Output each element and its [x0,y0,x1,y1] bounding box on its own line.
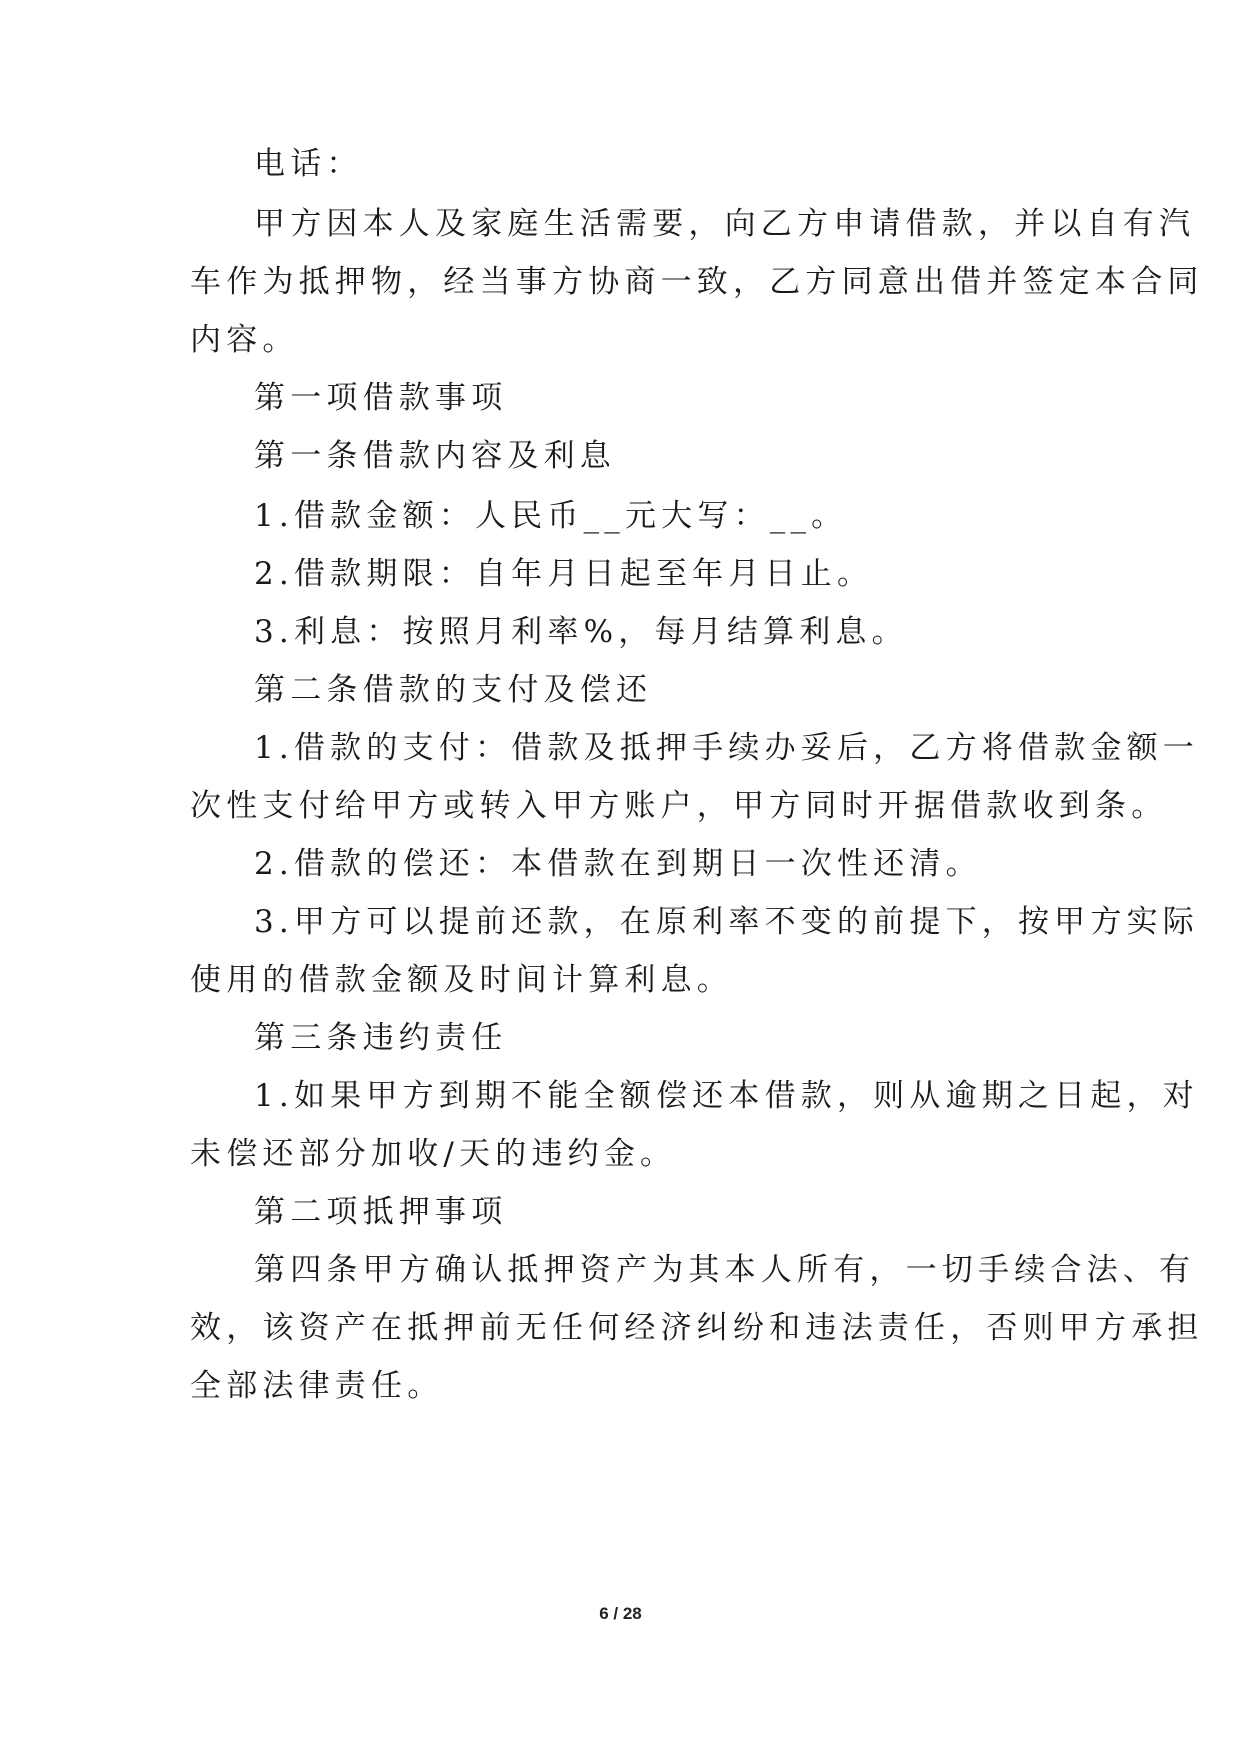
article-2-item-3-line-1: 3.甲方可以提前还款，在原利率不变的前提下，按甲方实际 [254,904,1199,940]
page-number: 6 / 28 [599,1604,642,1623]
article-3-item-1-line-2: 未偿还部分加收/天的违约金。 [190,1136,677,1172]
article-1-heading: 第一条借款内容及利息 [254,438,616,474]
article-4-line-1: 第四条甲方确认抵押资产为其本人所有，一切手续合法、有 [254,1252,1196,1288]
article-2-item-1-line-1: 1.借款的支付：借款及抵押手续办妥后，乙方将借款金额一 [254,730,1199,766]
article-1-item-1: 1.借款金额：人民币__元大写：__。 [254,498,848,534]
section-heading-mortgage: 第二项抵押事项 [254,1194,508,1230]
phone-label: 电话： [254,146,363,182]
preamble-line-2: 车作为抵押物，经当事方协商一致，乙方同意出借并签定本合同 [190,264,1204,300]
preamble-line-1: 甲方因本人及家庭生活需要，向乙方申请借款，并以自有汽 [254,206,1196,242]
article-2-heading: 第二条借款的支付及偿还 [254,672,653,708]
preamble-line-3: 内容。 [190,322,299,358]
article-4-line-3: 全部法律责任。 [190,1368,444,1404]
article-1-item-2: 2.借款期限：自年月日起至年月日止。 [254,556,874,592]
section-heading-loan: 第一项借款事项 [254,380,508,416]
article-2-item-2: 2.借款的偿还：本借款在到期日一次性还清。 [254,846,982,882]
article-3-heading: 第三条违约责任 [254,1020,508,1056]
article-3-item-1-line-1: 1.如果甲方到期不能全额偿还本借款，则从逾期之日起，对 [254,1078,1199,1114]
article-1-item-3: 3.利息：按照月利率%，每月结算利息。 [254,614,908,650]
article-4-line-2: 效，该资产在抵押前无任何经济纠纷和违法责任，否则甲方承担 [190,1310,1204,1346]
article-2-item-1-line-2: 次性支付给甲方或转入甲方账户，甲方同时开据借款收到条。 [190,788,1168,824]
article-2-item-3-line-2: 使用的借款金额及时间计算利息。 [190,962,733,998]
